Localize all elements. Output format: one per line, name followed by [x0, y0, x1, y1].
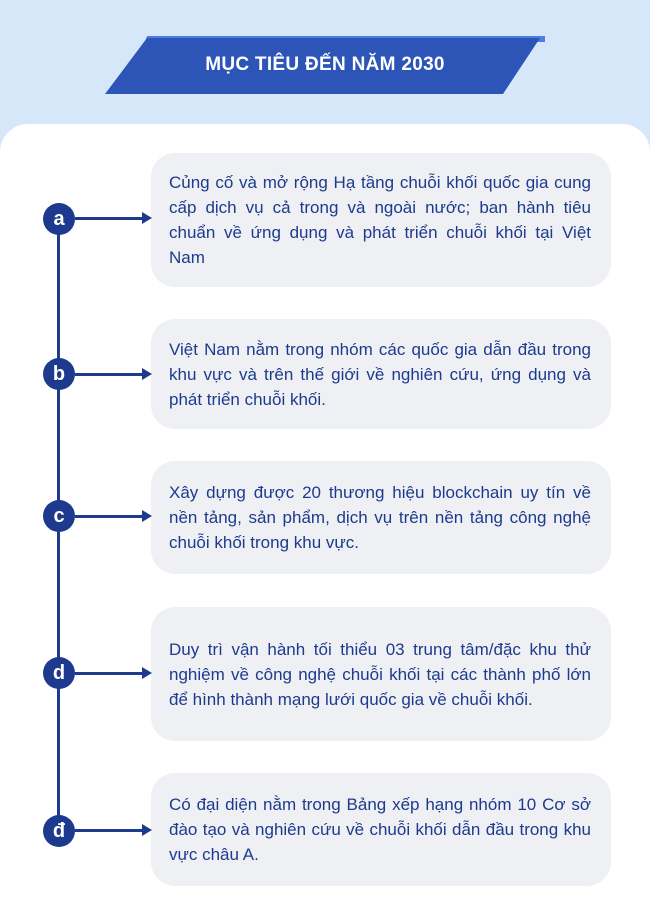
goal-card-a	[151, 153, 611, 287]
goal-text-a: Củng cố và mở rộng Hạ tầng chuỗi khối quốc gia cung cấp dịch vụ cả trong và ngoài nước; ban hành tiêu chuẩn về ứng dụng và phát triển chuỗi khối tại Việt Nam	[169, 173, 591, 267]
arrow-right-icon	[75, 217, 143, 220]
arrow-right-icon	[75, 515, 143, 518]
marker-a: a	[43, 203, 75, 235]
arrow-right-icon	[75, 672, 143, 675]
goal-card-b	[151, 319, 611, 429]
title-banner	[105, 36, 545, 94]
arrow-right-icon	[75, 373, 143, 376]
marker-d: d	[43, 657, 75, 689]
goal-text-c: Xây dựng được 20 thương hiệu blockchain uy tín về nền tảng, sản phẩm, dịch vụ trên nền tảng công nghệ chuỗi khối trong khu vực.	[169, 483, 591, 552]
goal-card-c	[151, 461, 611, 574]
arrow-right-icon	[75, 829, 143, 832]
page-title: MỤC TIÊU ĐẾN NĂM 2030	[205, 54, 445, 75]
marker-c: c	[43, 500, 75, 532]
goal-card-d	[151, 607, 611, 741]
goal-text-b: Việt Nam nằm trong nhóm các quốc gia dẫn đầu trong khu vực và trên thế giới về nghiên cứu, ứng dụng và phát triển chuỗi khối.	[169, 339, 591, 409]
goal-text-dd: Có đại diện nằm trong Bảng xếp hạng nhóm 10 Cơ sở đào tạo và nghiên cứu về chuỗi khối dẫn đầu trong khu vực châu A.	[169, 795, 591, 864]
marker-dd: đ	[43, 815, 75, 847]
goal-card-dd	[151, 773, 611, 886]
marker-b: b	[43, 358, 75, 390]
goal-text-d: Duy trì vận hành tối thiểu 03 trung tâm/đặc khu thử nghiệm về công nghệ chuỗi khối tại các thành phố lớn để hình thành mạng lưới quốc gia về chuỗi khối.	[169, 639, 591, 709]
